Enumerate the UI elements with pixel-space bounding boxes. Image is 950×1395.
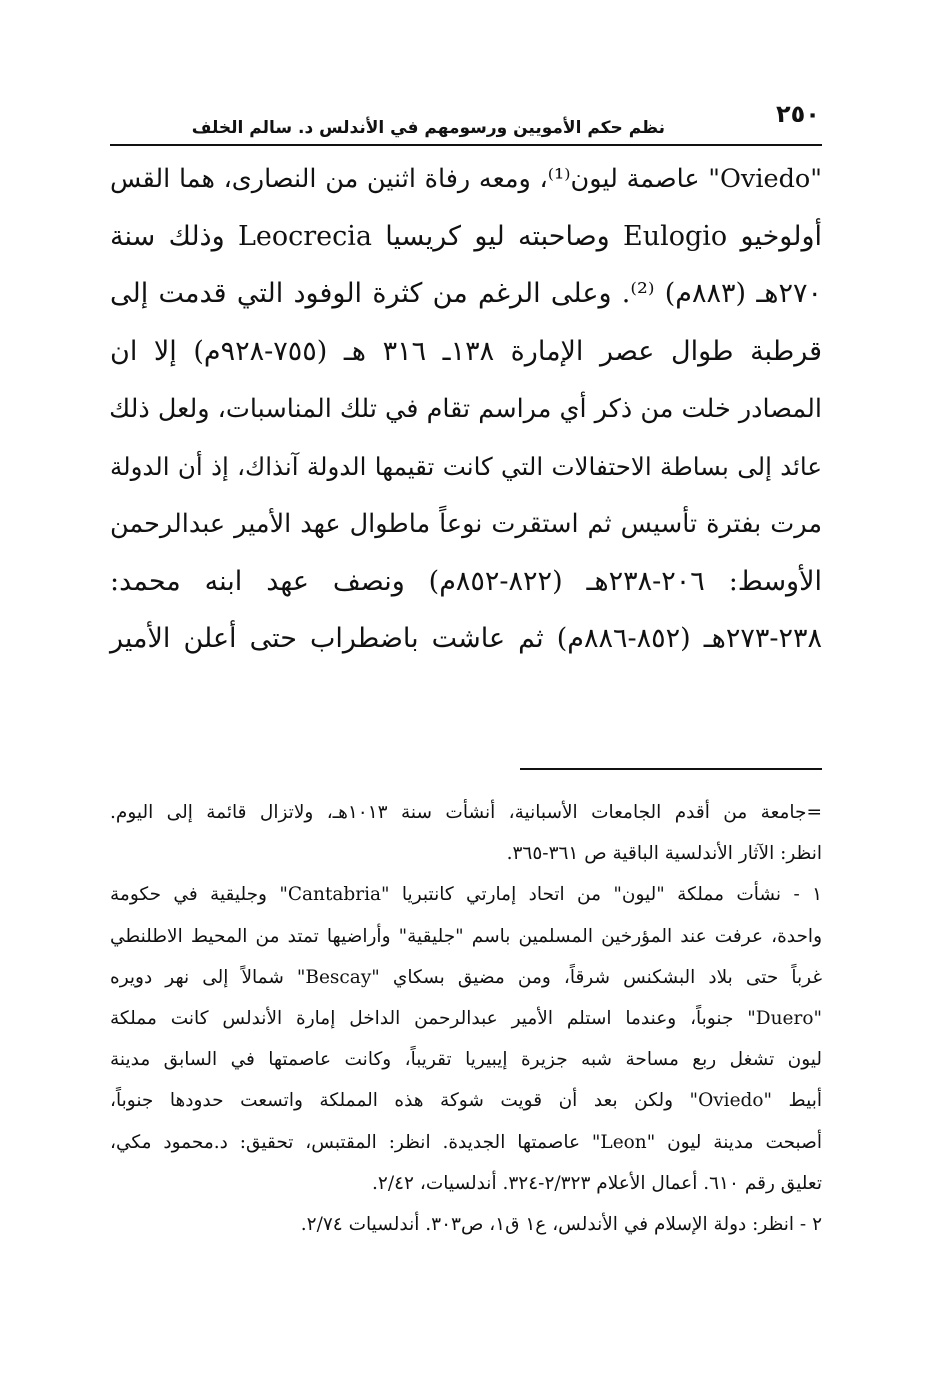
footnotes (110, 792, 822, 1245)
body-line: مرت بفترة تأسيس ثم استقرت نوعاً ماطوال عهد الأمير عبدالرحمن (110, 509, 822, 539)
footnote-continued-line: انظر: الآثار الأندلسية الباقية ص ٣٦١-٣٦٥. (506, 843, 822, 865)
footnote-1-line: واحدة، عرفت عند المؤرخين المسلمين باسم "جليقية" وأراضيها تمتد من المحيط الاطلنطي (110, 925, 822, 947)
body-line: أولوخيو Eulogio وصاحبته ليو كريسيا Leocrecia وذلك سنة (110, 220, 822, 252)
footnote-1-line: أصبحت مدينة ليون "Leon" عاصمتها الجديدة. انظر: المقتبس، تحقيق: د.محمود مكي، (110, 1131, 822, 1153)
footnote-1-line: ١ - نشأت مملكة "ليون" من اتحاد إمارتي كانتبريا "Cantabria" وجليقية في حكومة (110, 884, 822, 906)
footnote-1-line: غرباً حتى بلاد البشكنس شرقاً، ومن مضيق بسكاي "Bescay" شمالاً إلى نهر دويره (110, 966, 822, 988)
footnote-1-line: ليون تشغل ربع مساحة شبه جزيرة إيبيريا تقريباً، وكانت عاصمتها في السابق مدينة (110, 1049, 822, 1071)
main-text (110, 152, 822, 670)
footnote-1-line: أبيط "Oviedo" ولكن بعد أن قويت شوكة هذه المملكة واتسعت حدودها جنوباً، (110, 1090, 822, 1112)
body-line: "Oviedo" عاصمة ليون⁽¹⁾، ومعه رفاة اثنين من النصارى، هما القس (110, 164, 822, 194)
footnote-1-line: تعليق رقم ٦١٠. أعمال الأعلام ٢/٣٢٣-٣٢٤. أندلسيات، ٢/٤٢. (372, 1172, 822, 1194)
footnote-2-line: ٢ - انظر: دولة الإسلام في الأندلس، ع١ ق١، ص٣٠٣. أندلسيات ٢/٧٤. (300, 1213, 822, 1235)
footnote-separator (520, 768, 822, 770)
body-line: ٢٧٠هـ (٨٨٣م) ⁽²⁾. وعلى الرغم من كثرة الوفود التي قدمت إلى (110, 278, 823, 309)
header-rule (110, 144, 822, 146)
footnote-continued-line: =جامعة من أقدم الجامعات الأسبانية، أنشأت سنة ١٠١٣هـ، ولاتزال قائمة إلى اليوم. (110, 802, 822, 823)
body-line: عائد إلى بساطة الاحتفالات التي كانت تقيمها الدولة آنذاك، إذ أن الدولة (110, 451, 822, 481)
body-line: قرطبة طوال عصر الإمارة ١٣٨ـ ٣١٦ هـ (٧٥٥-٩٢٨م) إلا ان (110, 335, 823, 367)
body-line: المصادر خلت من ذكر أي مراسم تقام في تلك المناسبات، ولعل ذلك (109, 394, 822, 424)
page-number: ٢٥٠ (776, 100, 820, 128)
running-header-title: نظم حكم الأمويين ورسومهم في الأندلس د. سالم الخلف (191, 118, 665, 138)
footnote-1-line: "Duero" جنوباً، وعندما استلم الأمير عبدالرحمن الداخل إمارة الأندلس كانت مملكة (110, 1007, 822, 1029)
body-line: ٢٣٨-٢٧٣هـ (٨٥٢-٨٨٦م) ثم عاشت باضطراب حتى أعلن الأمير (110, 623, 823, 654)
body-line: الأوسط: ٢٠٦-٢٣٨هـ (٨٢٢-٨٥٢م) ونصف عهد ابنه محمد: (110, 565, 822, 597)
